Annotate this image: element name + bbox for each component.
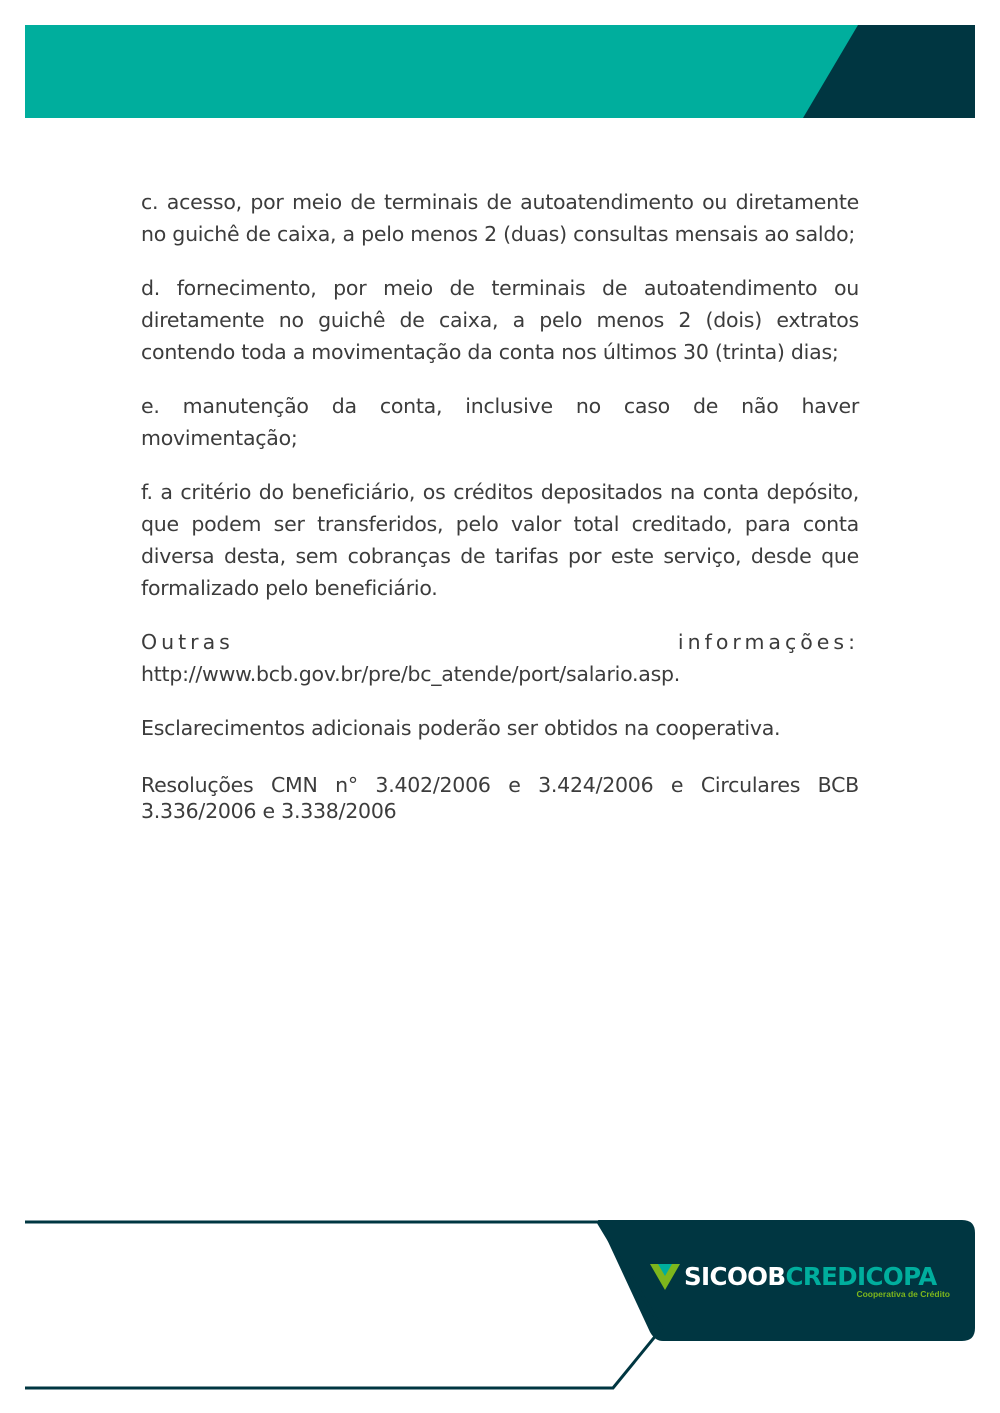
- item-e: e. manutenção da conta, inclusive no caso de não haver movimentação;: [141, 394, 859, 450]
- outras-informacoes-label: Outras informações:: [141, 630, 859, 654]
- sicoob-logo-icon: [650, 1264, 680, 1292]
- brand-name: [684, 1262, 937, 1292]
- esclarecimentos: Esclarecimentos adicionais poderão ser obtidos na cooperativa.: [141, 716, 781, 740]
- item-c: c. acesso, por meio de terminais de autoatendimento ou diretamente no guichê de caixa, a pelo menos 2 (duas) consultas mensais ao saldo;: [141, 190, 859, 246]
- item-f: f. a critério do beneficiário, os créditos depositados na conta depósito, que podem ser transferidos, pelo valor total creditado, para conta diversa desta, sem cobranças de tarifas por este serviço, desde que formalizado pelo beneficiário.: [141, 480, 859, 600]
- document-body: [141, 186, 859, 846]
- brand-name-credicopa: CREDICOPA: [785, 1262, 937, 1291]
- header-band: [25, 25, 975, 118]
- outras-informacoes-link[interactable]: http://www.bcb.gov.br/pre/bc_atende/port/salario.asp.: [141, 662, 681, 686]
- item-d: d. fornecimento, por meio de terminais de autoatendimento ou diretamente no guichê de caixa, a pelo menos 2 (dois) extratos contendo toda a movimentação da conta nos últimos 30 (trinta) dias;: [141, 276, 859, 364]
- footer-decoration: [0, 1210, 1000, 1410]
- footer-outline-line: [25, 1222, 662, 1388]
- brand-name-sicoob: SICOOB: [684, 1262, 786, 1291]
- brand-subtitle: Cooperativa de Crédito: [856, 1289, 950, 1299]
- resolucoes: Resoluções CMN n° 3.402/2006 e 3.424/2006 e Circulares BCB 3.336/2006 e 3.338/2006: [141, 773, 859, 823]
- sicoob-credicopa-logo: [650, 1262, 960, 1302]
